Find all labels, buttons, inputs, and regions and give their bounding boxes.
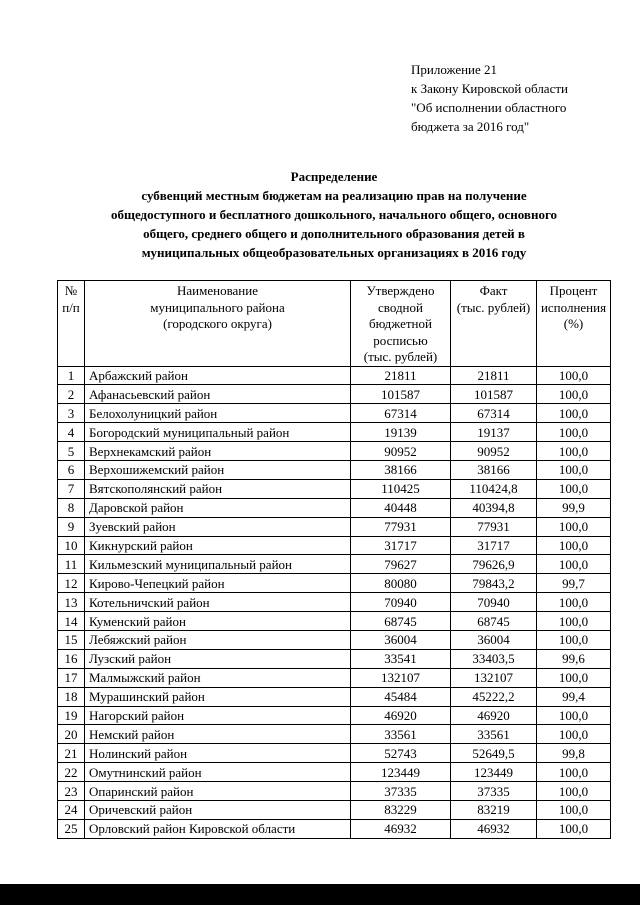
cell-fact: 40394,8 — [451, 498, 537, 517]
cell-num: 15 — [58, 630, 85, 649]
cell-percent: 100,0 — [537, 479, 611, 498]
cell-fact: 68745 — [451, 612, 537, 631]
cell-fact: 83219 — [451, 800, 537, 819]
cell-approved: 83229 — [351, 800, 451, 819]
cell-approved: 80080 — [351, 574, 451, 593]
cell-fact: 79626,9 — [451, 555, 537, 574]
header-num — [58, 281, 85, 367]
cell-fact: 21811 — [451, 366, 537, 385]
cell-percent: 100,0 — [537, 442, 611, 461]
title-line: Распределение — [290, 169, 378, 184]
cell-fact: 77931 — [451, 517, 537, 536]
cell-percent: 100,0 — [537, 782, 611, 801]
table-row — [58, 668, 611, 687]
cell-name: Белохолуницкий район — [85, 404, 351, 423]
cell-num: 23 — [58, 782, 85, 801]
cell-approved: 19139 — [351, 423, 451, 442]
cell-num: 17 — [58, 668, 85, 687]
cell-name: Кильмезский муниципальный район — [85, 555, 351, 574]
appendix-line: к Закону Кировской области — [411, 81, 568, 96]
cell-name: Нолинский район — [85, 744, 351, 763]
table-row — [58, 782, 611, 801]
cell-percent: 99,4 — [537, 687, 611, 706]
title-line: общего, среднего общего и дополнительного образования детей в — [143, 226, 525, 241]
cell-name: Афанасьевский район — [85, 385, 351, 404]
cell-num: 3 — [58, 404, 85, 423]
table-row — [58, 555, 611, 574]
header-text: № — [64, 283, 78, 298]
cell-fact: 33561 — [451, 725, 537, 744]
cell-num: 20 — [58, 725, 85, 744]
cell-fact: 36004 — [451, 630, 537, 649]
cell-name: Мурашинский район — [85, 687, 351, 706]
cell-approved: 101587 — [351, 385, 451, 404]
cell-percent: 100,0 — [537, 555, 611, 574]
header-text: Процент — [549, 283, 598, 298]
cell-num: 11 — [58, 555, 85, 574]
header-text: (городского округа) — [163, 316, 272, 331]
table-row — [58, 800, 611, 819]
header-text: п/п — [62, 299, 80, 315]
cell-fact: 38166 — [451, 460, 537, 479]
cell-name: Куменский район — [85, 612, 351, 631]
cell-num: 21 — [58, 744, 85, 763]
cell-name: Нагорский район — [85, 706, 351, 725]
cell-fact: 67314 — [451, 404, 537, 423]
cell-fact: 46932 — [451, 819, 537, 838]
table-header-row — [58, 281, 611, 367]
cell-approved: 67314 — [351, 404, 451, 423]
appendix-line: "Об исполнении областного — [411, 100, 567, 115]
header-text: росписью — [373, 332, 428, 348]
cell-name: Омутнинский район — [85, 763, 351, 782]
cell-approved: 45484 — [351, 687, 451, 706]
header-approved — [351, 281, 451, 367]
cell-fact: 70940 — [451, 593, 537, 612]
header-fact — [451, 281, 537, 367]
cell-num: 12 — [58, 574, 85, 593]
table-row — [58, 725, 611, 744]
cell-percent: 100,0 — [537, 366, 611, 385]
cell-name: Богородский муниципальный район — [85, 423, 351, 442]
table-row — [58, 687, 611, 706]
cell-percent: 100,0 — [537, 404, 611, 423]
cell-num: 1 — [58, 366, 85, 385]
table-row — [58, 385, 611, 404]
cell-name: Верхошижемский район — [85, 460, 351, 479]
cell-percent: 100,0 — [537, 423, 611, 442]
cell-fact: 79843,2 — [451, 574, 537, 593]
cell-name: Малмыжский район — [85, 668, 351, 687]
cell-name: Немский район — [85, 725, 351, 744]
title-line: общедоступного и бесплатного дошкольного, начального общего, основного — [110, 207, 558, 222]
header-text: (тыс. рублей) — [456, 299, 531, 315]
cell-approved: 37335 — [351, 782, 451, 801]
table-row — [58, 498, 611, 517]
cell-num: 25 — [58, 819, 85, 838]
appendix-line: бюджета за 2016 год" — [411, 119, 530, 134]
cell-approved: 132107 — [351, 668, 451, 687]
title-line: муниципальных общеобразовательных организациях в 2016 году — [141, 245, 527, 260]
header-text: бюджетной — [369, 316, 432, 331]
table-row — [58, 612, 611, 631]
cell-percent: 99,6 — [537, 649, 611, 668]
cell-percent: 100,0 — [537, 668, 611, 687]
cell-fact: 19137 — [451, 423, 537, 442]
cell-approved: 79627 — [351, 555, 451, 574]
cell-name: Даровской район — [85, 498, 351, 517]
cell-approved: 33541 — [351, 649, 451, 668]
cell-fact: 52649,5 — [451, 744, 537, 763]
cell-name: Кирово-Чепецкий район — [85, 574, 351, 593]
appendix-line: Приложение 21 — [411, 62, 498, 77]
cell-percent: 99,7 — [537, 574, 611, 593]
cell-approved: 33561 — [351, 725, 451, 744]
table-body — [58, 366, 611, 838]
cell-num: 9 — [58, 517, 85, 536]
table-row — [58, 423, 611, 442]
cell-percent: 100,0 — [537, 536, 611, 555]
cell-percent: 100,0 — [537, 763, 611, 782]
document-title — [40, 167, 628, 262]
table-row — [58, 479, 611, 498]
cell-approved: 68745 — [351, 612, 451, 631]
cell-fact: 90952 — [451, 442, 537, 461]
header-text: исполнения — [540, 299, 607, 315]
cell-percent: 100,0 — [537, 819, 611, 838]
cell-approved: 77931 — [351, 517, 451, 536]
table-row — [58, 593, 611, 612]
appendix-note — [411, 60, 568, 136]
cell-percent: 100,0 — [537, 385, 611, 404]
cell-num: 22 — [58, 763, 85, 782]
header-percent — [537, 281, 611, 367]
cell-name: Опаринский район — [85, 782, 351, 801]
cell-num: 24 — [58, 800, 85, 819]
table-row — [58, 366, 611, 385]
cell-num: 18 — [58, 687, 85, 706]
cell-percent: 100,0 — [537, 800, 611, 819]
table-row — [58, 404, 611, 423]
cell-name: Зуевский район — [85, 517, 351, 536]
cell-percent: 100,0 — [537, 612, 611, 631]
cell-num: 5 — [58, 442, 85, 461]
cell-name: Кикнурский район — [85, 536, 351, 555]
table-row — [58, 517, 611, 536]
cell-percent: 100,0 — [537, 706, 611, 725]
cell-fact: 37335 — [451, 782, 537, 801]
cell-approved: 123449 — [351, 763, 451, 782]
table-row — [58, 819, 611, 838]
header-text: Утверждено — [366, 283, 435, 298]
header-text: Наименование — [177, 283, 258, 298]
cell-name: Лузский район — [85, 649, 351, 668]
cell-percent: 100,0 — [537, 460, 611, 479]
table-row — [58, 442, 611, 461]
cell-percent: 99,8 — [537, 744, 611, 763]
cell-fact: 46920 — [451, 706, 537, 725]
cell-approved: 70940 — [351, 593, 451, 612]
cell-num: 14 — [58, 612, 85, 631]
cell-fact: 110424,8 — [451, 479, 537, 498]
header-name — [85, 281, 351, 367]
cell-approved: 38166 — [351, 460, 451, 479]
table-row — [58, 763, 611, 782]
cell-approved: 110425 — [351, 479, 451, 498]
cell-num: 8 — [58, 498, 85, 517]
table-row — [58, 460, 611, 479]
cell-name: Орловский район Кировской области — [85, 819, 351, 838]
table-row — [58, 574, 611, 593]
cell-num: 10 — [58, 536, 85, 555]
scan-edge-bar — [0, 884, 640, 905]
cell-percent: 100,0 — [537, 593, 611, 612]
header-text: (%) — [563, 316, 584, 331]
cell-fact: 123449 — [451, 763, 537, 782]
cell-fact: 101587 — [451, 385, 537, 404]
cell-num: 2 — [58, 385, 85, 404]
cell-fact: 31717 — [451, 536, 537, 555]
header-text: Факт — [479, 283, 508, 298]
header-text: (тыс. рублей) — [363, 349, 438, 364]
cell-approved: 52743 — [351, 744, 451, 763]
cell-approved: 40448 — [351, 498, 451, 517]
cell-num: 13 — [58, 593, 85, 612]
cell-fact: 33403,5 — [451, 649, 537, 668]
cell-num: 4 — [58, 423, 85, 442]
title-line: субвенций местным бюджетам на реализацию прав на получение — [141, 188, 527, 203]
cell-name: Верхнекамский район — [85, 442, 351, 461]
cell-name: Вятскополянский район — [85, 479, 351, 498]
cell-fact: 45222,2 — [451, 687, 537, 706]
cell-name: Лебяжский район — [85, 630, 351, 649]
cell-percent: 100,0 — [537, 630, 611, 649]
header-text: муниципального района — [150, 299, 285, 315]
cell-name: Оричевский район — [85, 800, 351, 819]
table-row — [58, 706, 611, 725]
cell-num: 16 — [58, 649, 85, 668]
cell-num: 6 — [58, 460, 85, 479]
cell-approved: 21811 — [351, 366, 451, 385]
cell-percent: 100,0 — [537, 517, 611, 536]
table-row — [58, 649, 611, 668]
cell-fact: 132107 — [451, 668, 537, 687]
cell-approved: 46932 — [351, 819, 451, 838]
cell-approved: 90952 — [351, 442, 451, 461]
subvention-table — [57, 280, 611, 839]
cell-approved: 31717 — [351, 536, 451, 555]
cell-percent: 100,0 — [537, 725, 611, 744]
cell-num: 19 — [58, 706, 85, 725]
cell-approved: 36004 — [351, 630, 451, 649]
header-text: сводной — [378, 299, 423, 315]
cell-percent: 99,9 — [537, 498, 611, 517]
cell-name: Арбажский район — [85, 366, 351, 385]
table-row — [58, 630, 611, 649]
table-row — [58, 744, 611, 763]
cell-num: 7 — [58, 479, 85, 498]
table-row — [58, 536, 611, 555]
cell-approved: 46920 — [351, 706, 451, 725]
cell-name: Котельничский район — [85, 593, 351, 612]
